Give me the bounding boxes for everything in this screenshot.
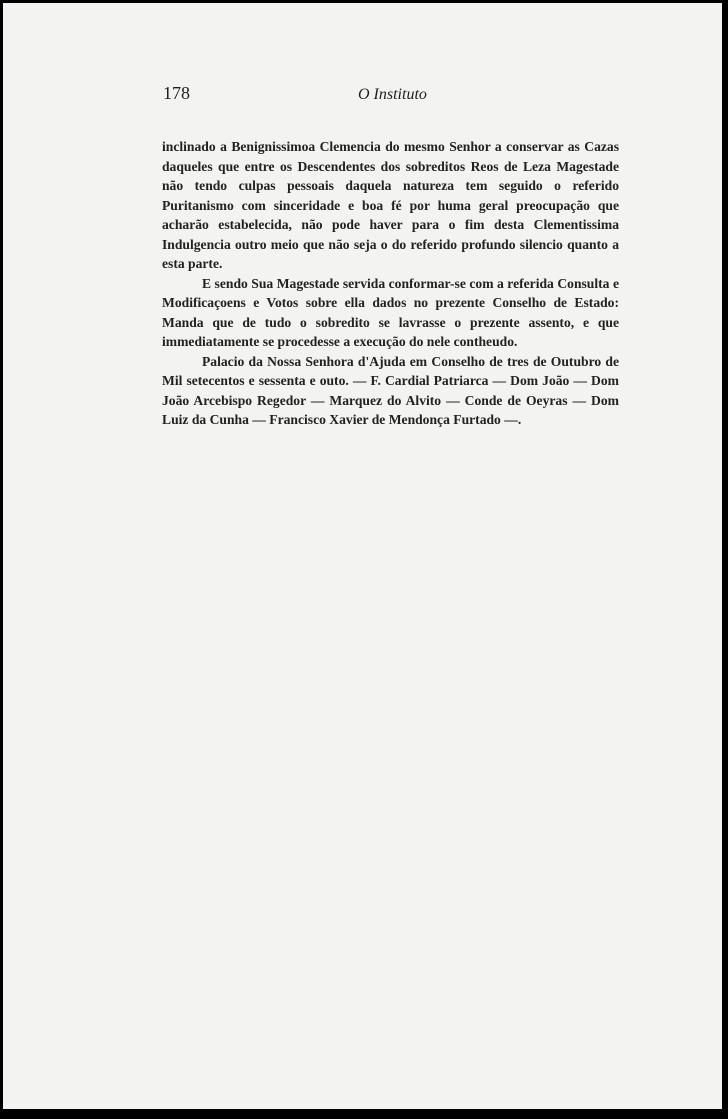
paragraph-1: inclinado a Benignissimoa Clemencia do mesmo Senhor a conservar as Cazas daqueles que entre os Descendentes dos sobreditos Reos de Leza Magestade não tendo culpas pessoais daquela natureza tem seguido o referido Puritanismo com sinceridade e boa fé por huma geral preocupação que acharão estabelecida, não pode haver para o fim desta Clementissima Indulgencia outro meio que não seja o do referido profundo silencio quanto a esta parte. (162, 139, 619, 271)
page-number: 178 (163, 83, 190, 103)
paragraph-3: Palacio da Nossa Senhora d'Ajuda em Conselho de tres de Outubro de Mil setecentos e sessenta e outo. — F. Cardial Patriarca — Dom João — Dom João Arcebispo Regedor — Marquez do Alvito — Conde de Oeyras — Dom Luiz da Cunha — Francisco Xavier de Mendonça Furtado —. (162, 353, 619, 427)
page-header (3, 83, 722, 111)
paragraph-2: E sendo Sua Magestade servida conformar-se com a referida Consulta e Modificaçoens e Votos sobre ella dados no prezente Conselho de Estado: Manda que de tudo o sobredito se lavrasse o prezente assento, e que immediatamente se procedesse a execução do nele contheudo. (162, 275, 619, 349)
document-page (3, 3, 722, 1109)
body-text (162, 137, 619, 430)
running-title: O Instituto (358, 86, 427, 103)
